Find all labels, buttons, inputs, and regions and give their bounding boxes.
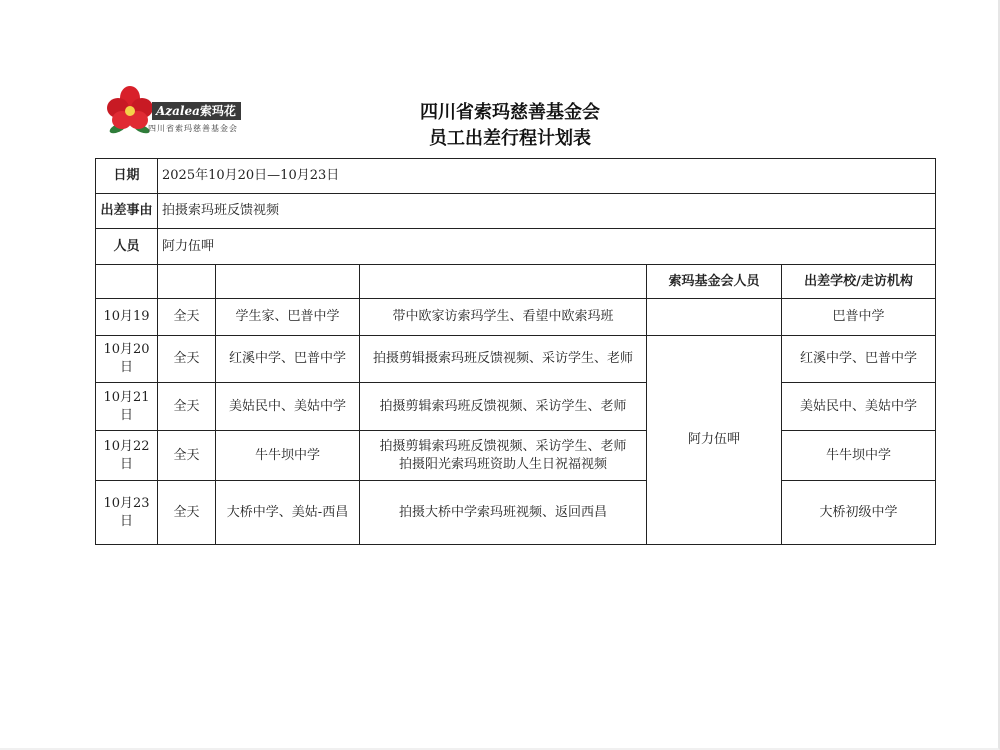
itinerary-table (95, 158, 936, 545)
row-date: 10月21日 (96, 383, 158, 431)
row-school: 巴普中学 (782, 299, 936, 336)
row-date: 10月23日 (96, 481, 158, 545)
row-time: 全天 (158, 299, 216, 336)
row-task: 带中欧家访索玛学生、看望中欧索玛班 (360, 299, 647, 336)
row-task (360, 431, 647, 481)
row-location: 大桥中学、美姑-西昌 (216, 481, 360, 545)
table-row (96, 336, 936, 383)
row-location: 美姑民中、美姑中学 (216, 383, 360, 431)
purpose-value: 拍摄索玛班反馈视频 (158, 194, 936, 229)
row-date: 10月20日 (96, 336, 158, 383)
staff-row (96, 229, 936, 265)
date-label: 日期 (96, 159, 158, 194)
row-task-line: 拍摄剪辑索玛班反馈视频、采访学生、老师 (379, 438, 627, 454)
purpose-label: 出差事由 (96, 194, 158, 229)
purpose-row (96, 194, 936, 229)
schedule-header-row (96, 265, 936, 299)
document-subtitle: 员工出差行程计划表 (429, 128, 591, 149)
merged-staff: 阿力伍呷 (647, 336, 782, 545)
header-blank (158, 265, 216, 299)
header-blank (216, 265, 360, 299)
row-time: 全天 (158, 383, 216, 431)
table-row (96, 299, 936, 336)
header-school: 出差学校/走访机构 (782, 265, 936, 299)
row-school: 红溪中学、巴普中学 (782, 336, 936, 383)
header-staff: 索玛基金会人员 (647, 265, 782, 299)
row-task: 拍摄剪辑索玛班反馈视频、采访学生、老师 (360, 383, 647, 431)
logo-subtitle: 四川省索玛慈善基金会 (148, 124, 238, 133)
row-school: 大桥初级中学 (782, 481, 936, 545)
row-date: 10月19 (96, 299, 158, 336)
header-blank (360, 265, 647, 299)
table-row (96, 383, 936, 431)
table-row (96, 431, 936, 481)
row-task: 拍摄剪辑摄索玛班反馈视频、采访学生、老师 (360, 336, 647, 383)
row-location: 学生家、巴普中学 (216, 299, 360, 336)
header-blank (96, 265, 158, 299)
date-value: 2025年10月20日—10月23日 (158, 159, 936, 194)
foundation-logo (104, 84, 264, 140)
row-school: 美姑民中、美姑中学 (782, 383, 936, 431)
row-location: 红溪中学、巴普中学 (216, 336, 360, 383)
table-row (96, 481, 936, 545)
row-time: 全天 (158, 431, 216, 481)
logo-brand: Azalea索玛花 (152, 102, 241, 120)
staff-value: 阿力伍呷 (158, 229, 936, 265)
document-title: 四川省索玛慈善基金会 (420, 102, 600, 123)
date-row (96, 159, 936, 194)
row-task: 拍摄大桥中学索玛班视频、返回西昌 (360, 481, 647, 545)
row-location: 牛牛坝中学 (216, 431, 360, 481)
row-date: 10月22日 (96, 431, 158, 481)
row-time: 全天 (158, 481, 216, 545)
row-staff (647, 299, 782, 336)
row-time: 全天 (158, 336, 216, 383)
row-school: 牛牛坝中学 (782, 431, 936, 481)
staff-label: 人员 (96, 229, 158, 265)
row-task-line: 拍摄阳光索玛班资助人生日祝福视频 (398, 456, 607, 472)
